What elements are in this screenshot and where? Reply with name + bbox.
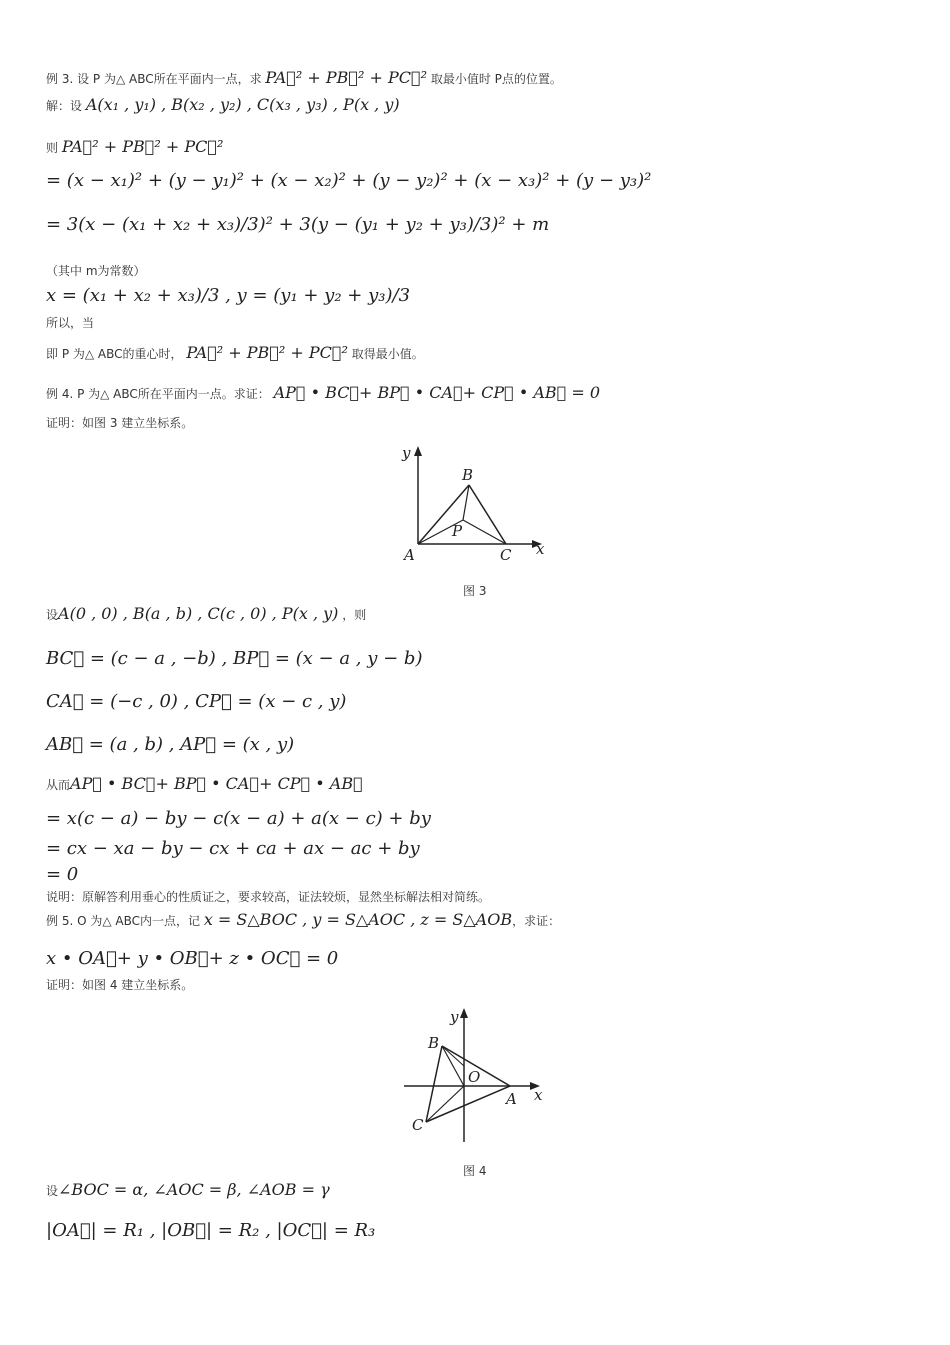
text-segment: 设 <box>46 1184 59 1198</box>
text-line <box>46 604 366 623</box>
text-segment: 取最小值时 P点的位置。 <box>427 72 562 86</box>
fig4-label-C: C <box>412 1116 424 1134</box>
math-expression: PA⃗² + PB⃗² + PC⃗² <box>186 343 348 362</box>
math-expression: CA⃗ = (−c , 0) , CP⃗ = (x − c , y) <box>46 691 347 712</box>
figure-4-diagram <box>400 1002 560 1147</box>
fig4-label-A: A <box>506 1090 517 1108</box>
text-line <box>46 774 363 793</box>
text-segment: 例 4. P 为△ ABC所在平面内一点。求证： <box>46 387 274 401</box>
text-segment: 解：设 <box>46 99 86 113</box>
text-segment: 所以，当 <box>46 316 95 330</box>
text-line <box>46 343 424 362</box>
text-line <box>46 68 562 87</box>
text-line <box>46 95 400 114</box>
text-segment: 取得最小值。 <box>347 347 424 361</box>
fig3-label-A: A <box>404 546 415 564</box>
fig3-label-y: y <box>402 444 411 462</box>
fig3-label-x: x <box>536 540 545 558</box>
text-segment: ，则 <box>338 608 367 622</box>
text-segment: （其中 m为常数） <box>46 264 146 278</box>
fig3-label-P: P <box>452 522 463 540</box>
text-segment: 即 P 为△ ABC的重心时， <box>46 347 187 361</box>
math-expression: |OA⃗| = R₁ , |OB⃗| = R₂ , |OC⃗| = R₃ <box>46 1220 376 1241</box>
text-segment: ，求证： <box>512 914 561 928</box>
math-expression: x = S△BOC , y = S△AOC , z = S△AOB <box>203 910 513 929</box>
text-line <box>46 1220 375 1241</box>
text-segment: 说明：原解答利用垂心的性质证之，要求较高，证法较烦，显然坐标解法相对简练。 <box>46 890 491 904</box>
text-segment: 则 <box>46 141 62 155</box>
math-expression: BC⃗ = (c − a , −b) , BP⃗ = (x − a , y − b) <box>46 648 423 669</box>
text-line <box>46 648 422 669</box>
math-expression: AP⃗ • BC⃗+ BP⃗ • CA⃗+ CP⃗ • AB⃗ = 0 <box>273 383 601 402</box>
fig3-y-arrow <box>414 446 422 456</box>
math-expression: PA⃗² + PB⃗² + PC⃗² <box>265 68 428 87</box>
text-segment: 例 5. O 为△ ABC内一点，记 <box>46 914 204 928</box>
figure-3-diagram <box>396 440 556 570</box>
math-expression: = 0 <box>46 864 79 885</box>
text-line <box>46 214 549 235</box>
fig4-seg-BM <box>442 1046 464 1066</box>
text-line <box>46 691 346 712</box>
fig3-edge-BC <box>469 485 506 544</box>
text-line <box>46 383 600 402</box>
text-line <box>46 838 420 859</box>
math-expression: = 3(x − (x₁ + x₂ + x₃)/3)² + 3(y − (y₁ + y₂ + y₃)/3)² + m <box>46 214 550 235</box>
fig4-edge-BC <box>426 1046 442 1122</box>
fig4-edge-CA <box>426 1086 510 1122</box>
text-segment: 证明：如图 4 建立坐标系。 <box>46 978 194 992</box>
text-line <box>46 948 338 969</box>
fig4-label-y: y <box>450 1008 459 1026</box>
fig4-y-arrow <box>460 1008 468 1018</box>
math-expression: x • OA⃗+ y • OB⃗+ z • OC⃗ = 0 <box>46 948 339 969</box>
fig3-label-B: B <box>462 466 474 484</box>
text-line <box>46 260 146 279</box>
text-segment: 设 <box>46 608 59 622</box>
fig4-label-B: B <box>428 1034 440 1052</box>
text-line <box>46 910 560 929</box>
text-line <box>46 734 294 755</box>
fig3-label-C: C <box>500 546 512 564</box>
math-expression: = (x − x₁)² + (y − y₁)² + (x − x₂)² + (y − y₂)² + (x − x₃)² + (y − y₃)² <box>46 170 652 191</box>
fig4-label-O: O <box>468 1068 481 1086</box>
math-expression: ∠BOC = α, ∠AOC = β, ∠AOB = γ <box>58 1180 330 1199</box>
text-segment: 从而 <box>46 778 71 792</box>
math-expression: = x(c − a) − by − c(x − a) + a(x − c) + by <box>46 808 431 829</box>
fig4-label-x: x <box>534 1086 543 1104</box>
text-line <box>46 285 410 306</box>
text-line <box>46 170 651 191</box>
fig3-seg-CP <box>463 520 506 544</box>
text-segment: 证明：如图 3 建立坐标系。 <box>46 416 194 430</box>
text-line <box>46 974 193 993</box>
text-line <box>46 1180 330 1199</box>
text-line <box>46 864 78 885</box>
math-expression: = cx − xa − by − cx + ca + ax − ac + by <box>46 838 420 859</box>
figure-3-caption: 图 3 <box>463 584 487 598</box>
math-expression: x = (x₁ + x₂ + x₃)/3 , y = (y₁ + y₂ + y₃)/3 <box>46 285 411 306</box>
figure-4-caption: 图 4 <box>463 1164 487 1178</box>
text-line <box>46 137 223 156</box>
math-expression: A(0 , 0) , B(a , b) , C(c , 0) , P(x , y) <box>58 604 339 623</box>
text-segment: 例 3. 设 P 为△ ABC所在平面内一点，求 <box>46 72 266 86</box>
text-line <box>46 312 94 331</box>
math-expression: AB⃗ = (a , b) , AP⃗ = (x , y) <box>46 734 295 755</box>
text-line <box>46 886 490 905</box>
math-expression: PA⃗² + PB⃗² + PC⃗² <box>61 137 224 156</box>
text-line <box>46 808 431 829</box>
math-expression: AP⃗ • BC⃗+ BP⃗ • CA⃗+ CP⃗ • AB⃗ <box>70 774 363 793</box>
text-line <box>46 412 193 431</box>
math-expression: A(x₁ , y₁) , B(x₂ , y₂) , C(x₃ , y₃) , P(x , y) <box>85 95 400 114</box>
